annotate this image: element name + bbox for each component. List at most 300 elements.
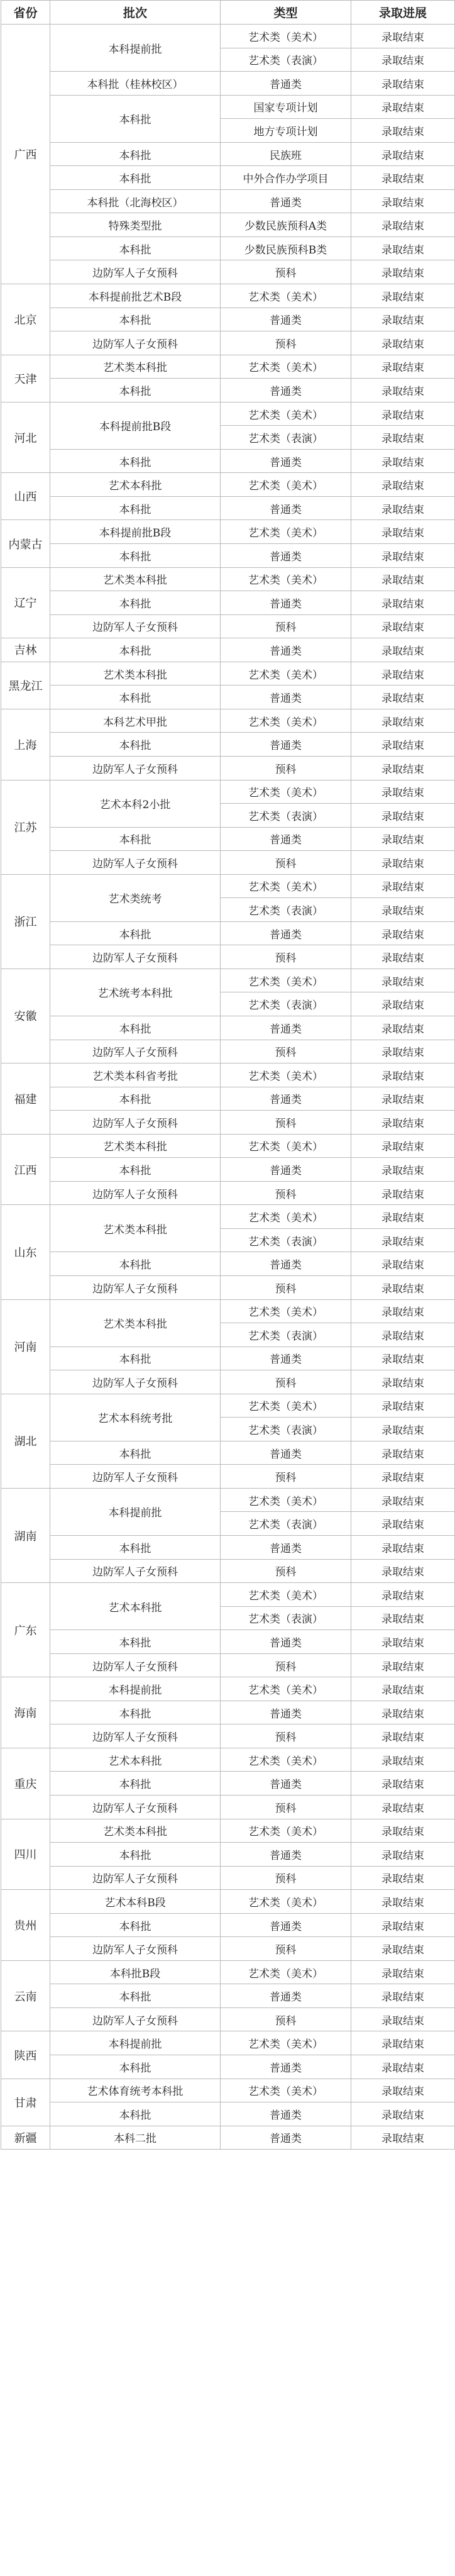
table-row xyxy=(1,1181,455,1205)
status-cell: 录取结束 xyxy=(351,1228,455,1252)
batch-cell: 本科批 xyxy=(50,733,221,757)
status-cell: 录取结束 xyxy=(351,709,455,733)
type-cell: 预科 xyxy=(221,1370,351,1394)
batch-cell: 本科批 xyxy=(50,1913,221,1937)
batch-cell: 边防军人子女预科 xyxy=(50,2007,221,2031)
status-cell: 录取结束 xyxy=(351,733,455,757)
status-cell: 录取结束 xyxy=(351,142,455,166)
type-cell: 普通类 xyxy=(221,1630,351,1654)
status-cell: 录取结束 xyxy=(351,1087,455,1111)
batch-cell: 本科批 xyxy=(50,449,221,473)
batch-cell: 艺术统考本科批 xyxy=(50,969,221,1016)
table-row xyxy=(1,1843,455,1867)
batch-cell: 本科批 xyxy=(50,1772,221,1796)
type-cell: 普通类 xyxy=(221,379,351,402)
status-cell: 录取结束 xyxy=(351,945,455,969)
table-row xyxy=(1,473,455,497)
table-row xyxy=(1,1748,455,1772)
status-cell: 录取结束 xyxy=(351,473,455,497)
batch-cell: 本科批（北海校区） xyxy=(50,189,221,213)
type-cell: 预科 xyxy=(221,1559,351,1583)
table-row xyxy=(1,921,455,945)
table-row xyxy=(1,1441,455,1465)
table-row xyxy=(1,1488,455,1512)
province-cell: 河北 xyxy=(1,402,50,473)
header-province: 省份 xyxy=(1,1,50,25)
table-row xyxy=(1,496,455,520)
table-row xyxy=(1,1158,455,1182)
type-cell: 预科 xyxy=(221,1724,351,1748)
type-cell: 艺术类（美术） xyxy=(221,1583,351,1607)
table-row xyxy=(1,2031,455,2055)
type-cell: 艺术类（美术） xyxy=(221,520,351,544)
type-cell: 普通类 xyxy=(221,544,351,568)
batch-cell: 边防军人子女预科 xyxy=(50,756,221,780)
table-row xyxy=(1,969,455,992)
type-cell: 预科 xyxy=(221,851,351,875)
status-cell: 录取结束 xyxy=(351,614,455,638)
batch-cell: 本科批 xyxy=(50,1843,221,1867)
table-row xyxy=(1,308,455,331)
batch-cell: 本科提前批 xyxy=(50,2031,221,2055)
type-cell: 艺术类（表演） xyxy=(221,48,351,72)
table-row xyxy=(1,142,455,166)
batch-cell: 本科批 xyxy=(50,1441,221,1465)
status-cell: 录取结束 xyxy=(351,426,455,450)
province-cell: 浙江 xyxy=(1,874,50,969)
batch-cell: 边防军人子女预科 xyxy=(50,331,221,355)
type-cell: 艺术类（美术） xyxy=(221,1134,351,1158)
table-row xyxy=(1,284,455,308)
status-cell: 录取结束 xyxy=(351,1111,455,1135)
table-row xyxy=(1,2007,455,2031)
status-cell: 录取结束 xyxy=(351,1016,455,1040)
province-cell: 陕西 xyxy=(1,2031,50,2079)
table-row xyxy=(1,1772,455,1796)
status-cell: 录取结束 xyxy=(351,2126,455,2150)
status-cell: 录取结束 xyxy=(351,520,455,544)
province-cell: 北京 xyxy=(1,284,50,355)
type-cell: 艺术类（美术） xyxy=(221,1488,351,1512)
table-row xyxy=(1,1890,455,1914)
table-row xyxy=(1,709,455,733)
status-cell: 录取结束 xyxy=(351,1134,455,1158)
table-row xyxy=(1,449,455,473)
type-cell: 普通类 xyxy=(221,2102,351,2126)
type-cell: 艺术类（美术） xyxy=(221,1205,351,1229)
table-row xyxy=(1,662,455,686)
type-cell: 艺术类（美术） xyxy=(221,2031,351,2055)
batch-cell: 边防军人子女预科 xyxy=(50,260,221,284)
table-row xyxy=(1,591,455,615)
type-cell: 艺术类（表演） xyxy=(221,1512,351,1536)
status-cell: 录取结束 xyxy=(351,284,455,308)
type-cell: 普通类 xyxy=(221,2126,351,2150)
table-row xyxy=(1,1866,455,1890)
status-cell: 录取结束 xyxy=(351,804,455,828)
table-row xyxy=(1,95,455,119)
table-body xyxy=(1,25,455,2150)
batch-cell: 本科批 xyxy=(50,921,221,945)
type-cell: 中外合作办学项目 xyxy=(221,166,351,190)
table-row xyxy=(1,2079,455,2102)
batch-cell: 边防军人子女预科 xyxy=(50,1275,221,1299)
table-header-row xyxy=(1,1,455,25)
batch-cell: 本科批 xyxy=(50,827,221,851)
status-cell: 录取结束 xyxy=(351,1630,455,1654)
batch-cell: 本科提前批 xyxy=(50,1677,221,1701)
table-row xyxy=(1,1346,455,1370)
province-cell: 上海 xyxy=(1,709,50,780)
table-row xyxy=(1,756,455,780)
status-cell: 录取结束 xyxy=(351,189,455,213)
status-cell: 录取结束 xyxy=(351,213,455,237)
type-cell: 艺术类（美术） xyxy=(221,1748,351,1772)
province-cell: 广东 xyxy=(1,1583,50,1677)
table-row xyxy=(1,1583,455,1607)
batch-cell: 本科批 xyxy=(50,379,221,402)
table-row xyxy=(1,1040,455,1063)
status-cell: 录取结束 xyxy=(351,1441,455,1465)
status-cell: 录取结束 xyxy=(351,1866,455,1890)
table-row xyxy=(1,1087,455,1111)
province-cell: 山西 xyxy=(1,473,50,520)
table-row xyxy=(1,945,455,969)
province-cell: 天津 xyxy=(1,355,50,402)
batch-cell: 艺术本科批 xyxy=(50,1748,221,1772)
type-cell: 普通类 xyxy=(221,1772,351,1796)
table-row xyxy=(1,1252,455,1276)
type-cell: 艺术类（美术） xyxy=(221,969,351,992)
type-cell: 普通类 xyxy=(221,496,351,520)
batch-cell: 艺术类本科批 xyxy=(50,567,221,591)
status-cell: 录取结束 xyxy=(351,1299,455,1323)
batch-cell: 本科批 xyxy=(50,1087,221,1111)
status-cell: 录取结束 xyxy=(351,638,455,662)
table-row xyxy=(1,1913,455,1937)
type-cell: 普通类 xyxy=(221,1346,351,1370)
table-row xyxy=(1,520,455,544)
status-cell: 录取结束 xyxy=(351,898,455,922)
batch-cell: 本科批 xyxy=(50,236,221,260)
province-cell: 湖南 xyxy=(1,1488,50,1582)
province-cell: 辽宁 xyxy=(1,567,50,638)
province-cell: 江西 xyxy=(1,1134,50,1205)
batch-cell: 边防军人子女预科 xyxy=(50,1724,221,1748)
province-cell: 吉林 xyxy=(1,638,50,662)
batch-cell: 边防军人子女预科 xyxy=(50,1370,221,1394)
batch-cell: 艺术类本科批 xyxy=(50,1299,221,1346)
table-row xyxy=(1,355,455,379)
table-row xyxy=(1,851,455,875)
batch-cell: 本科批 xyxy=(50,1252,221,1276)
status-cell: 录取结束 xyxy=(351,2079,455,2102)
batch-cell: 本科提前批 xyxy=(50,25,221,72)
type-cell: 艺术类（美术） xyxy=(221,1960,351,1984)
status-cell: 录取结束 xyxy=(351,1748,455,1772)
batch-cell: 本科提前批艺术B段 xyxy=(50,284,221,308)
province-cell: 江苏 xyxy=(1,780,50,874)
type-cell: 地方专项计划 xyxy=(221,119,351,143)
type-cell: 艺术类（表演） xyxy=(221,1228,351,1252)
batch-cell: 本科提前批 xyxy=(50,1488,221,1535)
type-cell: 艺术类（表演） xyxy=(221,898,351,922)
type-cell: 预科 xyxy=(221,1866,351,1890)
table-row xyxy=(1,1394,455,1418)
batch-cell: 边防军人子女预科 xyxy=(50,1653,221,1677)
batch-cell: 本科批 xyxy=(50,591,221,615)
batch-cell: 本科批 xyxy=(50,544,221,568)
batch-cell: 边防军人子女预科 xyxy=(50,1040,221,1063)
status-cell: 录取结束 xyxy=(351,25,455,48)
table-row xyxy=(1,72,455,96)
status-cell: 录取结束 xyxy=(351,402,455,426)
table-row xyxy=(1,638,455,662)
type-cell: 预科 xyxy=(221,2007,351,2031)
admission-progress-table xyxy=(1,0,455,2150)
type-cell: 普通类 xyxy=(221,449,351,473)
table-row xyxy=(1,1701,455,1724)
type-cell: 艺术类（美术） xyxy=(221,1299,351,1323)
type-cell: 艺术类（美术） xyxy=(221,284,351,308)
type-cell: 艺术类（表演） xyxy=(221,992,351,1016)
batch-cell: 艺术类本科批 xyxy=(50,1205,221,1252)
table-row xyxy=(1,213,455,237)
type-cell: 少数民族预科B类 xyxy=(221,236,351,260)
table-row xyxy=(1,686,455,709)
type-cell: 预科 xyxy=(221,1181,351,1205)
batch-cell: 艺术类本科批 xyxy=(50,662,221,686)
table-row xyxy=(1,1630,455,1654)
table-row xyxy=(1,567,455,591)
status-cell: 录取结束 xyxy=(351,72,455,96)
table-row xyxy=(1,1275,455,1299)
type-cell: 艺术类（表演） xyxy=(221,426,351,450)
batch-cell: 边防军人子女预科 xyxy=(50,1937,221,1961)
batch-cell: 本科批 xyxy=(50,1701,221,1724)
province-cell: 福建 xyxy=(1,1063,50,1135)
status-cell: 录取结束 xyxy=(351,1772,455,1796)
type-cell: 艺术类（美术） xyxy=(221,355,351,379)
type-cell: 国家专项计划 xyxy=(221,95,351,119)
batch-cell: 本科二批 xyxy=(50,2126,221,2150)
province-cell: 广西 xyxy=(1,25,50,284)
table-row xyxy=(1,827,455,851)
batch-cell: 艺术类统考 xyxy=(50,874,221,921)
batch-cell: 边防军人子女预科 xyxy=(50,614,221,638)
batch-cell: 本科批 xyxy=(50,2102,221,2126)
status-cell: 录取结束 xyxy=(351,2031,455,2055)
batch-cell: 边防军人子女预科 xyxy=(50,1181,221,1205)
type-cell: 普通类 xyxy=(221,921,351,945)
batch-cell: 边防军人子女预科 xyxy=(50,945,221,969)
status-cell: 录取结束 xyxy=(351,1559,455,1583)
table-row xyxy=(1,236,455,260)
type-cell: 预科 xyxy=(221,1796,351,1819)
table-row xyxy=(1,331,455,355)
status-cell: 录取结束 xyxy=(351,331,455,355)
type-cell: 预科 xyxy=(221,1040,351,1063)
type-cell: 预科 xyxy=(221,945,351,969)
batch-cell: 本科批 xyxy=(50,166,221,190)
table-row xyxy=(1,1677,455,1701)
status-cell: 录取结束 xyxy=(351,1370,455,1394)
province-cell: 云南 xyxy=(1,1960,50,2031)
type-cell: 普通类 xyxy=(221,1843,351,1867)
province-cell: 新疆 xyxy=(1,2126,50,2150)
table-row xyxy=(1,166,455,190)
status-cell: 录取结束 xyxy=(351,260,455,284)
batch-cell: 艺术体育统考本科批 xyxy=(50,2079,221,2102)
status-cell: 录取结束 xyxy=(351,1252,455,1276)
status-cell: 录取结束 xyxy=(351,1819,455,1843)
batch-cell: 艺术本科批 xyxy=(50,1583,221,1630)
status-cell: 录取结束 xyxy=(351,827,455,851)
status-cell: 录取结束 xyxy=(351,1937,455,1961)
batch-cell: 本科批（桂林校区） xyxy=(50,72,221,96)
table-row xyxy=(1,1370,455,1394)
table-row xyxy=(1,614,455,638)
type-cell: 普通类 xyxy=(221,72,351,96)
status-cell: 录取结束 xyxy=(351,2055,455,2079)
province-cell: 内蒙古 xyxy=(1,520,50,567)
status-cell: 录取结束 xyxy=(351,449,455,473)
header-progress: 录取进展 xyxy=(351,1,455,25)
batch-cell: 本科批 xyxy=(50,1158,221,1182)
status-cell: 录取结束 xyxy=(351,969,455,992)
batch-cell: 艺术类本科省考批 xyxy=(50,1063,221,1087)
status-cell: 录取结束 xyxy=(351,1984,455,2008)
type-cell: 普通类 xyxy=(221,733,351,757)
batch-cell: 特殊类型批 xyxy=(50,213,221,237)
table-row xyxy=(1,1465,455,1489)
status-cell: 录取结束 xyxy=(351,1677,455,1701)
type-cell: 预科 xyxy=(221,260,351,284)
status-cell: 录取结束 xyxy=(351,1583,455,1607)
type-cell: 艺术类（表演） xyxy=(221,1606,351,1630)
batch-cell: 艺术本科2小批 xyxy=(50,780,221,827)
type-cell: 普通类 xyxy=(221,2055,351,2079)
status-cell: 录取结束 xyxy=(351,544,455,568)
status-cell: 录取结束 xyxy=(351,1913,455,1937)
status-cell: 录取结束 xyxy=(351,496,455,520)
type-cell: 普通类 xyxy=(221,189,351,213)
type-cell: 艺术类（表演） xyxy=(221,1323,351,1347)
status-cell: 录取结束 xyxy=(351,236,455,260)
status-cell: 录取结束 xyxy=(351,1346,455,1370)
province-cell: 山东 xyxy=(1,1205,50,1299)
status-cell: 录取结束 xyxy=(351,1205,455,1229)
type-cell: 艺术类（美术） xyxy=(221,25,351,48)
table-row xyxy=(1,733,455,757)
province-cell: 河南 xyxy=(1,1299,50,1394)
type-cell: 预科 xyxy=(221,1653,351,1677)
batch-cell: 艺术本科B段 xyxy=(50,1890,221,1914)
batch-cell: 本科批 xyxy=(50,142,221,166)
province-cell: 贵州 xyxy=(1,1890,50,1961)
status-cell: 录取结束 xyxy=(351,1181,455,1205)
table-row xyxy=(1,1819,455,1843)
table-row xyxy=(1,780,455,804)
table-row xyxy=(1,544,455,568)
batch-cell: 本科提前批B段 xyxy=(50,402,221,449)
table-row xyxy=(1,2102,455,2126)
table-row xyxy=(1,1724,455,1748)
type-cell: 普通类 xyxy=(221,638,351,662)
status-cell: 录取结束 xyxy=(351,1465,455,1489)
batch-cell: 艺术本科批 xyxy=(50,473,221,497)
type-cell: 普通类 xyxy=(221,1158,351,1182)
province-cell: 甘肃 xyxy=(1,2079,50,2126)
status-cell: 录取结束 xyxy=(351,1960,455,1984)
batch-cell: 本科批 xyxy=(50,95,221,142)
status-cell: 录取结束 xyxy=(351,1653,455,1677)
type-cell: 艺术类（美术） xyxy=(221,567,351,591)
table-row xyxy=(1,1960,455,1984)
status-cell: 录取结束 xyxy=(351,2007,455,2031)
status-cell: 录取结束 xyxy=(351,95,455,119)
table-row xyxy=(1,260,455,284)
status-cell: 录取结束 xyxy=(351,567,455,591)
province-cell: 四川 xyxy=(1,1819,50,1890)
batch-cell: 艺术类本科批 xyxy=(50,1134,221,1158)
type-cell: 艺术类（美术） xyxy=(221,2079,351,2102)
batch-cell: 本科批 xyxy=(50,1984,221,2008)
table-row xyxy=(1,1111,455,1135)
type-cell: 艺术类（美术） xyxy=(221,1063,351,1087)
batch-cell: 边防军人子女预科 xyxy=(50,1796,221,1819)
table-row xyxy=(1,1299,455,1323)
status-cell: 录取结束 xyxy=(351,1606,455,1630)
status-cell: 录取结束 xyxy=(351,851,455,875)
type-cell: 艺术类（美术） xyxy=(221,780,351,804)
status-cell: 录取结束 xyxy=(351,2102,455,2126)
province-cell: 海南 xyxy=(1,1677,50,1748)
status-cell: 录取结束 xyxy=(351,1890,455,1914)
header-type: 类型 xyxy=(221,1,351,25)
type-cell: 艺术类（美术） xyxy=(221,1819,351,1843)
status-cell: 录取结束 xyxy=(351,119,455,143)
table-row xyxy=(1,2126,455,2150)
table-row xyxy=(1,189,455,213)
table-row xyxy=(1,25,455,48)
type-cell: 艺术类（表演） xyxy=(221,804,351,828)
table-row xyxy=(1,1536,455,1560)
status-cell: 录取结束 xyxy=(351,1323,455,1347)
type-cell: 艺术类（美术） xyxy=(221,473,351,497)
table-row xyxy=(1,1063,455,1087)
table-row xyxy=(1,402,455,426)
table-row xyxy=(1,1134,455,1158)
type-cell: 预科 xyxy=(221,1275,351,1299)
status-cell: 录取结束 xyxy=(351,756,455,780)
status-cell: 录取结束 xyxy=(351,1418,455,1441)
type-cell: 艺术类（美术） xyxy=(221,1394,351,1418)
status-cell: 录取结束 xyxy=(351,591,455,615)
batch-cell: 本科批 xyxy=(50,686,221,709)
type-cell: 少数民族预科A类 xyxy=(221,213,351,237)
province-cell: 重庆 xyxy=(1,1748,50,1819)
type-cell: 预科 xyxy=(221,1937,351,1961)
status-cell: 录取结束 xyxy=(351,1512,455,1536)
status-cell: 录取结束 xyxy=(351,780,455,804)
type-cell: 艺术类（美术） xyxy=(221,709,351,733)
type-cell: 预科 xyxy=(221,1111,351,1135)
table-row xyxy=(1,1016,455,1040)
table-row xyxy=(1,2055,455,2079)
batch-cell: 本科批 xyxy=(50,496,221,520)
table-row xyxy=(1,1984,455,2008)
